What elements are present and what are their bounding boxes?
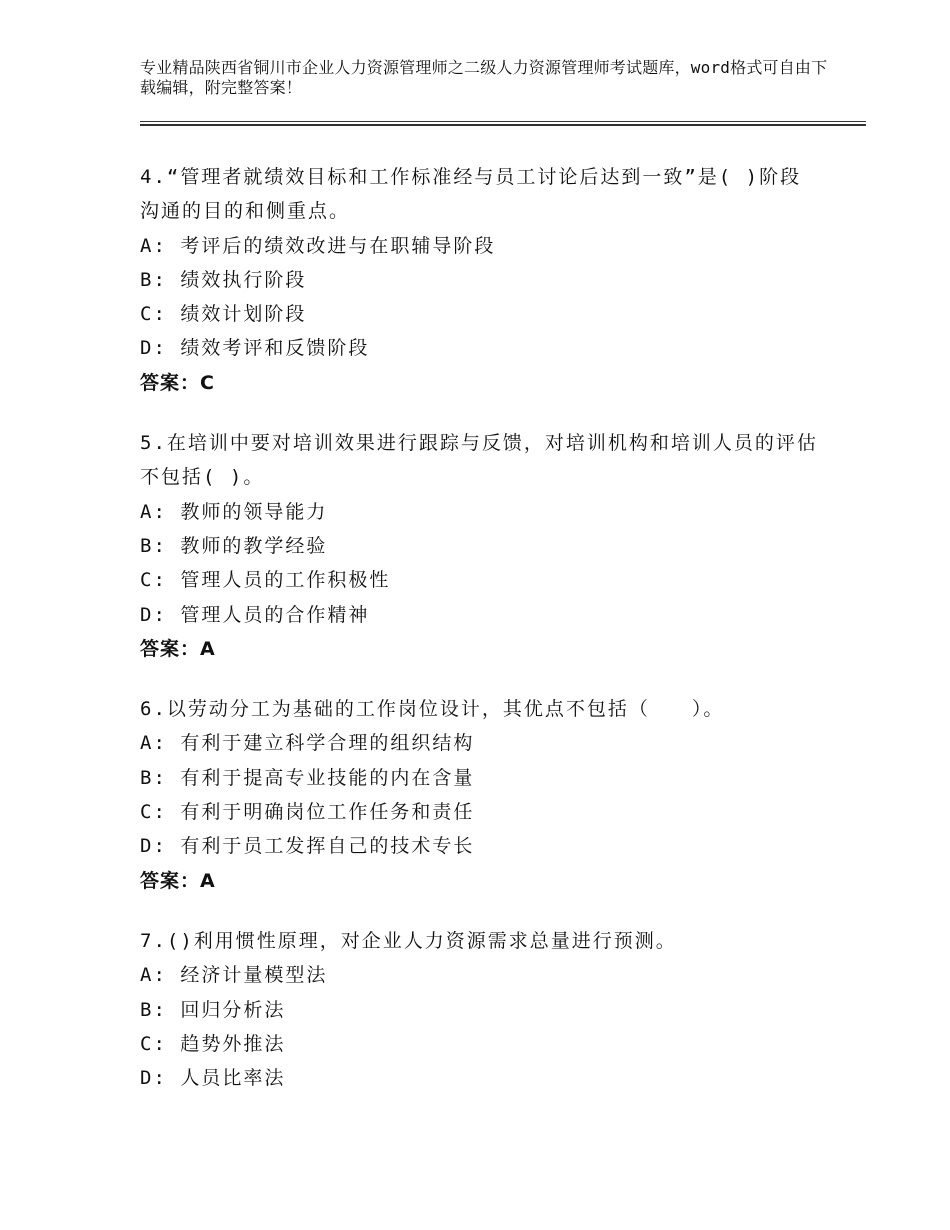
option-c: C: 有利于明确岗位工作任务和责任 xyxy=(140,801,475,824)
option-a: A: 经济计量模型法 xyxy=(140,964,328,987)
answer-label: 答案：A xyxy=(140,869,216,892)
option-c: C: 管理人员的工作积极性 xyxy=(140,569,391,592)
question-5 xyxy=(140,426,820,666)
header-divider-thick xyxy=(140,124,866,126)
question-stem: 6.以劳动分工为基础的工作岗位设计，其优点不包括（ ）。 xyxy=(140,698,725,721)
option-d: D: 人员比率法 xyxy=(140,1067,286,1090)
question-6 xyxy=(140,692,820,898)
question-stem: 5.在培训中要对培训效果进行跟踪与反馈，对培训机构和培训人员的评估不包括( )。 xyxy=(140,432,818,489)
question-7 xyxy=(140,924,820,1095)
option-d: D: 管理人员的合作精神 xyxy=(140,603,370,626)
answer-label: 答案：A xyxy=(140,637,216,660)
option-d: D: 有利于员工发挥自己的技术专长 xyxy=(140,835,475,858)
option-a: A: 教师的领导能力 xyxy=(140,500,328,523)
document-header: 专业精品陕西省铜川市企业人力资源管理师之二级人力资源管理师考试题库，word格式可自由下载编辑，附完整答案！ xyxy=(140,58,828,97)
option-b: B: 回归分析法 xyxy=(140,998,286,1021)
option-d: D: 绩效考评和反馈阶段 xyxy=(140,337,370,360)
question-4 xyxy=(140,160,820,400)
question-list xyxy=(140,160,820,1121)
option-a: A: 考评后的绩效改进与在职辅导阶段 xyxy=(140,234,496,257)
header-divider-thin xyxy=(140,121,866,122)
option-c: C: 趋势外推法 xyxy=(140,1032,286,1055)
option-c: C: 绩效计划阶段 xyxy=(140,303,307,326)
option-b: B: 教师的教学经验 xyxy=(140,534,328,557)
answer-label: 答案：C xyxy=(140,371,215,394)
option-b: B: 有利于提高专业技能的内在含量 xyxy=(140,766,475,789)
option-b: B: 绩效执行阶段 xyxy=(140,268,307,291)
question-stem: 7.()利用惯性原理，对企业人力资源需求总量进行预测。 xyxy=(140,929,677,952)
option-a: A: 有利于建立科学合理的组织结构 xyxy=(140,732,475,755)
question-stem: 4.“管理者就绩效目标和工作标准经与员工讨论后达到一致”是( )阶段沟通的目的和侧重点。 xyxy=(140,166,802,223)
